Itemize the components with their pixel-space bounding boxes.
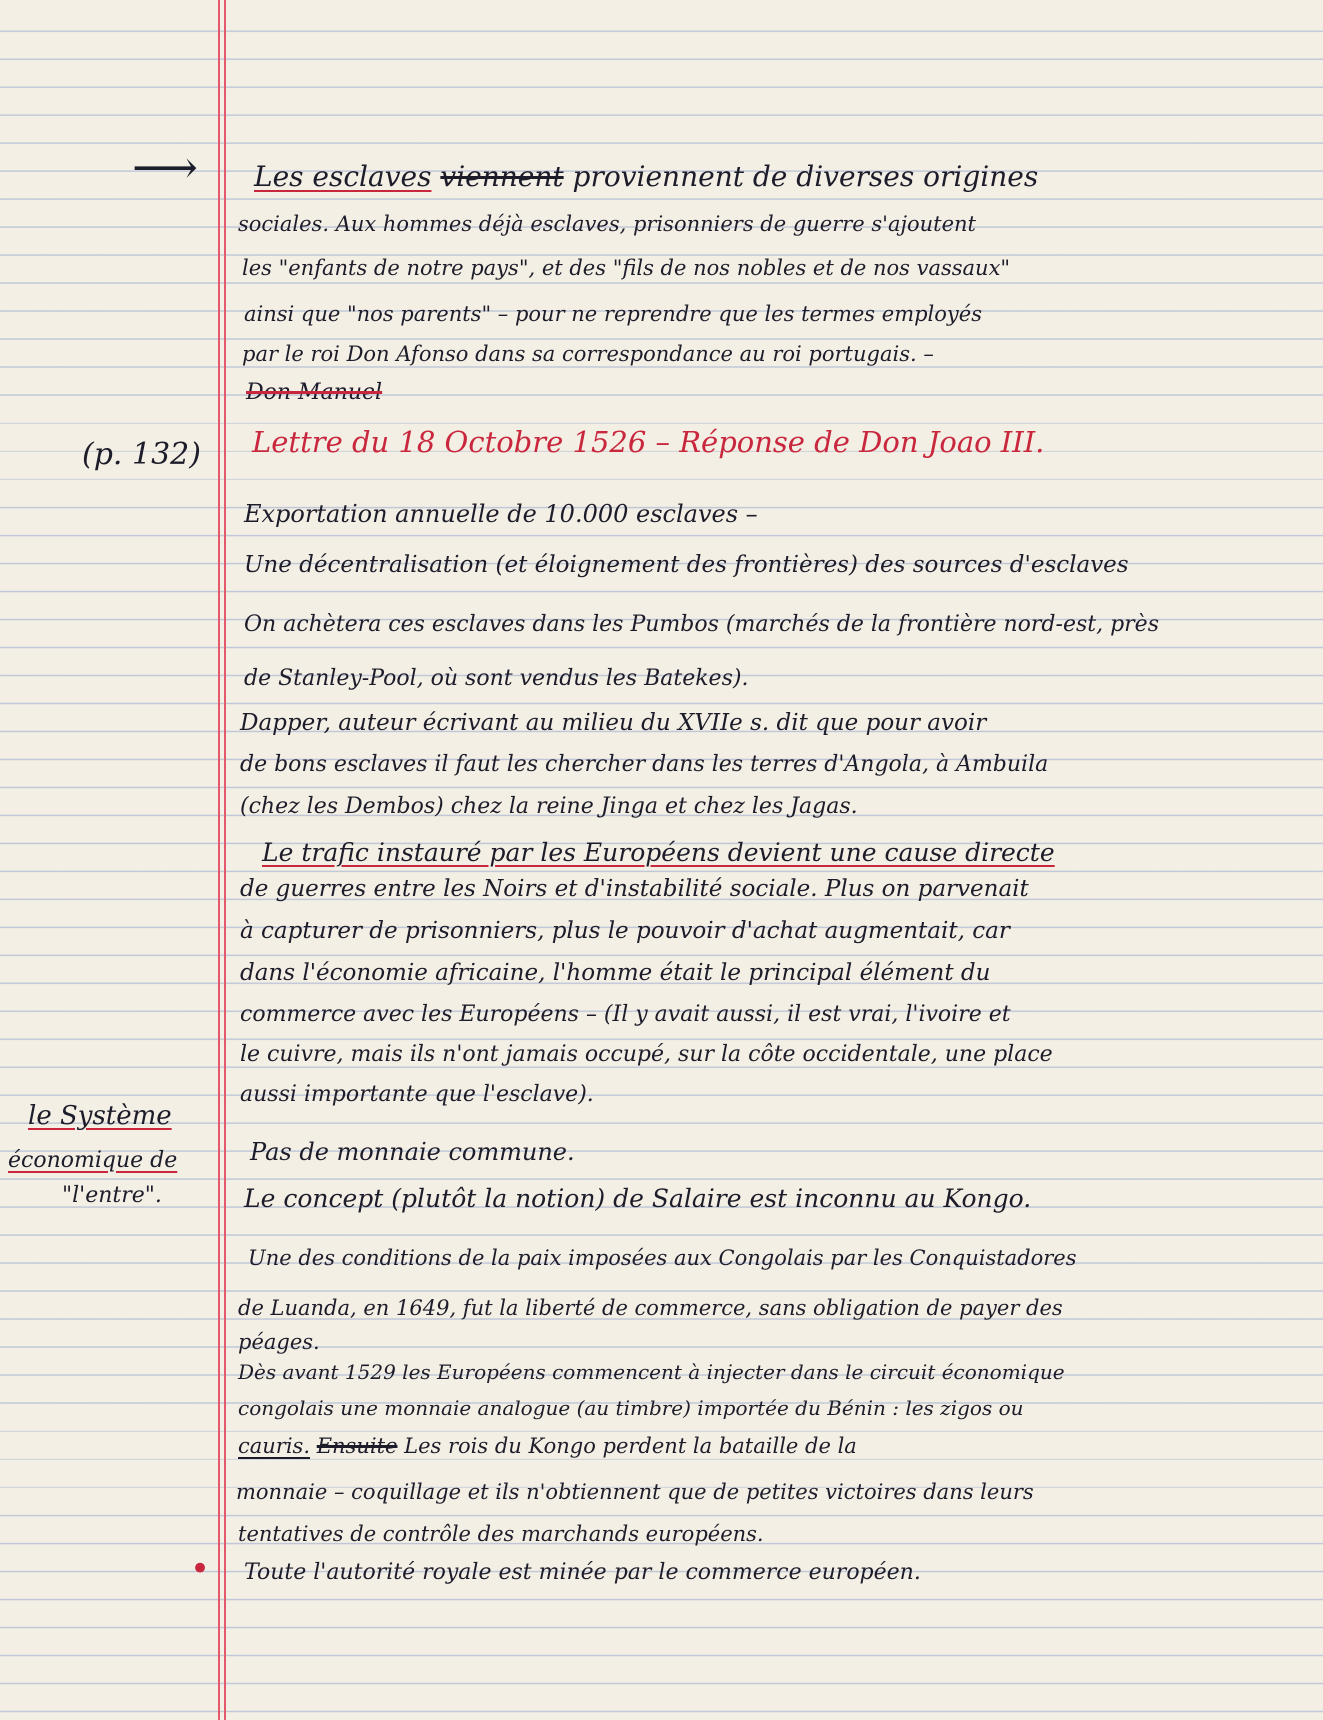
body-line-8: Une décentralisation (et éloignement des frontières) des sources d'esclaves <box>244 552 1129 578</box>
line-continuation: Les rois du Kongo perdent la bataille de la <box>404 1434 857 1458</box>
body-line-26: Dès avant 1529 les Européens commencent à injecter dans le circuit économique <box>238 1360 1065 1384</box>
line-continuation: proviennent de diverses origines <box>572 160 1039 193</box>
body-line-10: de Stanley-Pool, où sont vendus les Batekes). <box>244 666 749 691</box>
letter-heading: Lettre du 18 Octobre 1526 – Réponse de Don Joao III. <box>252 425 1045 459</box>
body-line-20: aussi importante que l'esclave). <box>240 1082 594 1107</box>
crossed-out-word: Ensuite <box>316 1434 398 1458</box>
body-line-19: le cuivre, mais ils n'ont jamais occupé, sur la côte occidentale, une place <box>240 1042 1053 1067</box>
body-line-17: dans l'économie africaine, l'homme était le principal élément du <box>240 960 991 986</box>
body-line-27: congolais une monnaie analogue (au timbre) importée du Bénin : les zigos ou <box>238 1396 1024 1420</box>
margin-line-double <box>224 0 226 1720</box>
crossed-out-name: Don Manuel <box>246 380 383 405</box>
body-line-29: monnaie – coquillage et ils n'obtiennent que de petites victoires dans leurs <box>236 1480 1034 1504</box>
body-line-24: de Luanda, en 1649, fut la liberté de commerce, sans obligation de payer des <box>238 1296 1063 1320</box>
body-line-13: (chez les Dembos) chez la reine Jinga et chez les Jagas. <box>240 794 858 819</box>
body-line-30: tentatives de contrôle des marchands européens. <box>238 1522 764 1546</box>
body-line-14: Le trafic instauré par les Européens devient une cause directe <box>262 838 1055 867</box>
margin-line <box>218 0 220 1720</box>
arrow-icon: ⟶ <box>132 140 198 194</box>
page-reference: (p. 132) <box>82 437 201 472</box>
body-line-31: Toute l'autorité royale est minée par le commerce européen. <box>244 1560 921 1585</box>
body-line-7: Exportation annuelle de 10.000 esclaves – <box>244 500 758 528</box>
body-line-12: de bons esclaves il faut les chercher dans les terres d'Angola, à Ambuila <box>240 752 1049 777</box>
body-line-23: Une des conditions de la paix imposées aux Congolais par les Conquistadores <box>248 1246 1077 1270</box>
body-line-21: Pas de monnaie commune. <box>250 1138 575 1166</box>
underlined-word: Les esclaves <box>254 160 432 193</box>
body-line-1 <box>254 160 1039 193</box>
body-line-22: Le concept (plutôt la notion) de Salaire est inconnu au Kongo. <box>244 1184 1032 1213</box>
body-line-2: sociales. Aux hommes déjà esclaves, prisonniers de guerre s'ajoutent <box>238 212 976 236</box>
body-line-28 <box>238 1436 857 1457</box>
bullet-icon: • <box>190 1549 211 1589</box>
body-line-25: péages. <box>238 1330 320 1354</box>
body-line-16: à capturer de prisonniers, plus le pouvoir d'achat augmentait, car <box>240 918 1010 944</box>
body-line-15: de guerres entre les Noirs et d'instabilité sociale. Plus on parvenait <box>240 876 1029 902</box>
body-line-3: les "enfants de notre pays", et des "fils de nos nobles et de nos vassaux" <box>242 256 1011 280</box>
body-line-4: ainsi que "nos parents" – pour ne reprendre que les termes employés <box>244 302 982 326</box>
side-note-line-1: le Système <box>28 1101 172 1131</box>
underlined-word: cauris. <box>238 1434 311 1458</box>
crossed-out-word: viennent <box>440 160 564 193</box>
side-note-line-3: "l'entre". <box>62 1183 162 1208</box>
side-note-line-2: économique de <box>8 1148 178 1173</box>
body-line-5: par le roi Don Afonso dans sa correspondance au roi portugais. – <box>242 342 934 366</box>
body-line-9: On achètera ces esclaves dans les Pumbos (marchés de la frontière nord-est, près <box>244 612 1159 637</box>
body-line-11: Dapper, auteur écrivant au milieu du XVIIe s. dit que pour avoir <box>240 710 987 736</box>
body-line-18: commerce avec les Européens – (Il y avait aussi, il est vrai, l'ivoire et <box>240 1002 1011 1027</box>
